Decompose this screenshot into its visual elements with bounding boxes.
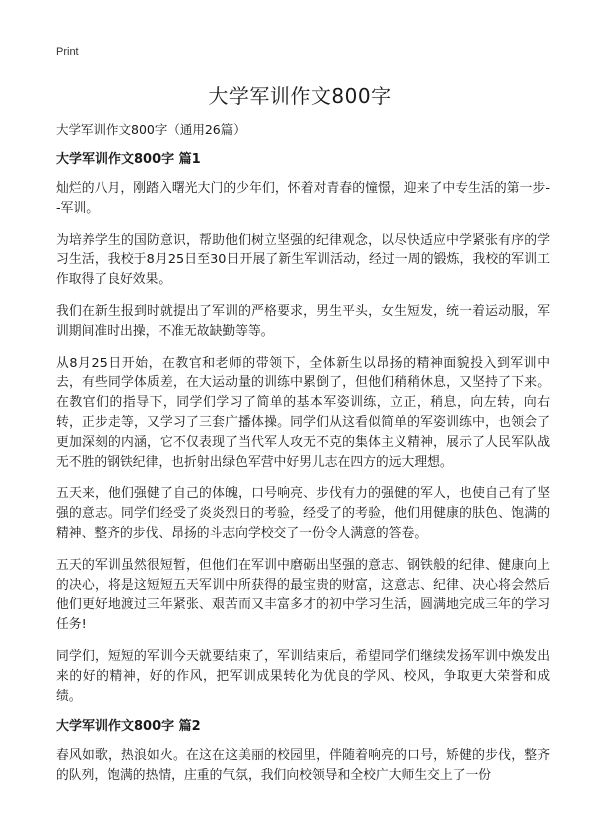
paragraph: 灿烂的八月，刚踏入曙光大门的少年们，怀着对青春的憧憬，迎来了中专生活的第一步--军训。 [56, 181, 550, 216]
page-title: 大学军训作文800字 [208, 84, 392, 108]
print-label: Print [56, 46, 79, 58]
section-heading-2: 大学军训作文800字 篇2 [56, 719, 201, 735]
document-body [56, 122, 550, 786]
paragraph: 我们在新生报到时就提出了军训的严格要求，男生平头，女生短发，统一着运动服，军训期间准时出操，不准无故缺勤等等。 [56, 303, 550, 339]
paragraph: 五天来，他们强健了自己的体魄，口号响亮、步伐有力的强健的军人，也使自己有了坚强的意志。同学们经受了炎炎烈日的考验，经受了的考验，他们用健康的肤色、饱满的精神、整齐的步伐、昂扬的斗志向学校交了一份令人满意的答卷。 [56, 486, 550, 541]
document-subtitle: 大学军训作文800字（通用26篇） [56, 122, 246, 137]
paragraph: 同学们，短短的军训今天就要结束了，军训结束后，希望同学们继续发扬军训中焕发出来的好的精神，好的作风，把军训成果转化为优良的学风、校风，争取更大荣誉和成绩。 [56, 648, 550, 704]
paragraph: 从8月25日开始，在教官和老师的带领下，全体新生以昂扬的精神面貌投入到军训中去，有些同学体质差，在大运动量的训练中累倒了，但他们稍稍休息，又坚持了下来。在教官们的指导下，同学们学习了简单的基本军姿训练，立正，稍息，向左转，向右转，正步走等，又学习了三套广播体操。同学们从这看似简单的军姿训练中，也领会了更加深刻的内涵，它不仅表现了当代军人攻无不克的集体主义精神，展示了人民军队战无不胜的钢铁纪律，也折射出绿色军营中好男儿志在四方的远大理想。 [56, 355, 550, 470]
paragraph: 为培养学生的国防意识，帮助他们树立坚强的纪律观念，以尽快适应中学紧张有序的学习生活，我校于8月25日至30日开展了新生军训活动，经过一周的锻炼，我校的军训工作取得了良好效果。 [56, 232, 550, 288]
paragraph: 五天的军训虽然很短暂，但他们在军训中磨砺出坚强的意志、钢铁般的纪律、健康向上的决心，将是这短短五天军训中所获得的最宝贵的财富，这意志、纪律、决心将会然后他们更好地渡过三年紧张、艰苦而又丰富多才的初中学习生活，圆满地完成三年的学习任务! [56, 557, 550, 633]
section-heading-1: 大学军训作文800字 篇1 [56, 152, 201, 167]
paragraph: 春风如歌，热浪如火。在这在这美丽的校园里，伴随着响亮的口号，矫健的步伐，整齐的队列，饱满的热情，庄重的气氛，我们向校领导和全校广大师生交上了一份 [56, 748, 550, 784]
